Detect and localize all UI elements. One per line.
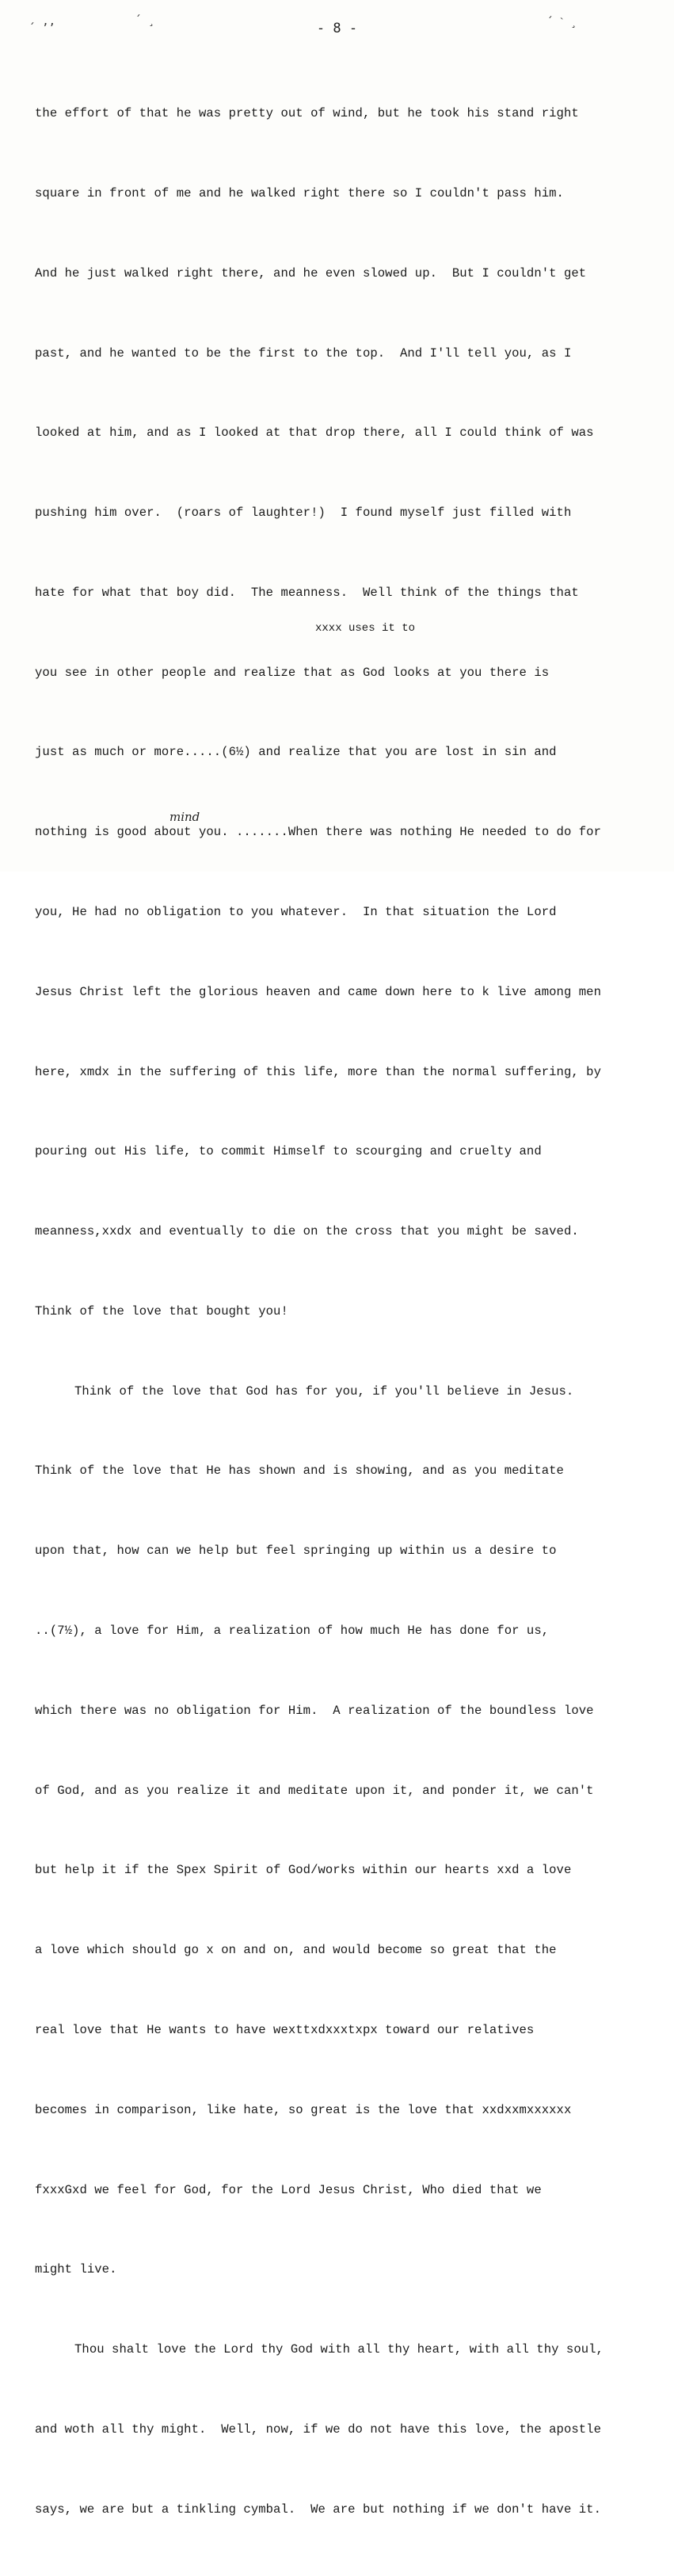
handwritten-insertion-mind: mind [169,810,200,824]
text-line: you see in other people and realize that as God looks at you there is [35,665,550,680]
text-line: just as much or more.....(6½) and realize that you are lost in sin and [35,745,557,760]
text-line: looked at him, and as I looked at that drop there, all I could think of was [35,426,594,441]
interlinear-insertion-uses-it-to: xxxx uses it to [315,622,416,635]
text-line: says, we are but a tinkling cymbal. We are but nothing if we don't have it. [35,2502,601,2517]
text-line: the effort of that he was pretty out of wind, but he took his stand right [35,106,579,121]
text-line: And he just walked right there, and he even slowed up. But I couldn't get [35,265,587,280]
typed-body-text [35,48,653,2576]
text-line: becomes in comparison, like hate, so great is the love that xxdxxmxxxxxx [35,2102,572,2117]
page-number: - 8 - [316,21,358,36]
text-line: but help it if the Spex Spirit of God/works within our hearts xxd a love [35,1863,572,1878]
text-line: meanness,xxdx and eventually to die on the cross that you might be saved. [35,1224,579,1239]
text-line: here, xmdx in the suffering of this life, more than the normal suffering, by [35,1064,601,1079]
text-line: which there was no obligation for Him. A realization of the boundless love [35,1703,594,1718]
text-line: Think of the love that bought you! [35,1303,288,1319]
text-line: hate for what that boy did. The meanness. Well think of the things that [35,585,579,600]
text-line: you, He had no obligation to you whatever. In that situation the Lord [35,905,557,919]
text-line: fxxxGxd we feel for God, for the Lord Jesus Christ, Who died that we [35,2182,542,2197]
text-line: Think of the love that He has shown and is showing, and as you meditate [35,1464,564,1479]
text-line: might live. [35,2262,117,2277]
text-line: real love that He wants to have wexttxdxxxtxpx toward our relatives [35,2022,535,2037]
text-line: past, and he wanted to be the first to the top. And I'll tell you, as I [35,345,572,361]
paragraph-start-line: Think of the love that God has for you, if you'll believe in Jesus. [74,1383,574,1399]
text-line: and woth all thy might. Well, now, if we do not have this love, the apostle [35,2421,601,2437]
text-line: pouring out His life, to commit Himself to scourging and cruelty and [35,1144,542,1159]
text-line: pushing him over. (roars of laughter!) I found myself just filled with [35,506,572,521]
text-line: nothing is good about you. .......When there was nothing He needed to do for [35,825,601,840]
margin-mark-right: ´ ˋ ¸ [546,16,577,29]
margin-mark-center-left: ´ ¸ [135,14,155,27]
text-line: Jesus Christ left the glorious heaven and came down here to k live among men [35,984,601,999]
text-line: a love which should go x on and on, and would become so great that the [35,1943,557,1958]
margin-mark-left: ´ ’’ [29,22,55,35]
text-line: ..(7½), a love for Him, a realization of how much He has done for us, [35,1624,550,1639]
text-line: square in front of me and he walked right there so I couldn't pass him. [35,185,564,200]
text-line: of God, and as you realize it and meditate upon it, and ponder it, we can't [35,1783,594,1798]
paragraph-start-line: Thou shalt love the Lord thy God with all thy heart, with all thy soul, [74,2342,604,2357]
text-line: upon that, how can we help but feel springing up within us a desire to [35,1544,557,1559]
